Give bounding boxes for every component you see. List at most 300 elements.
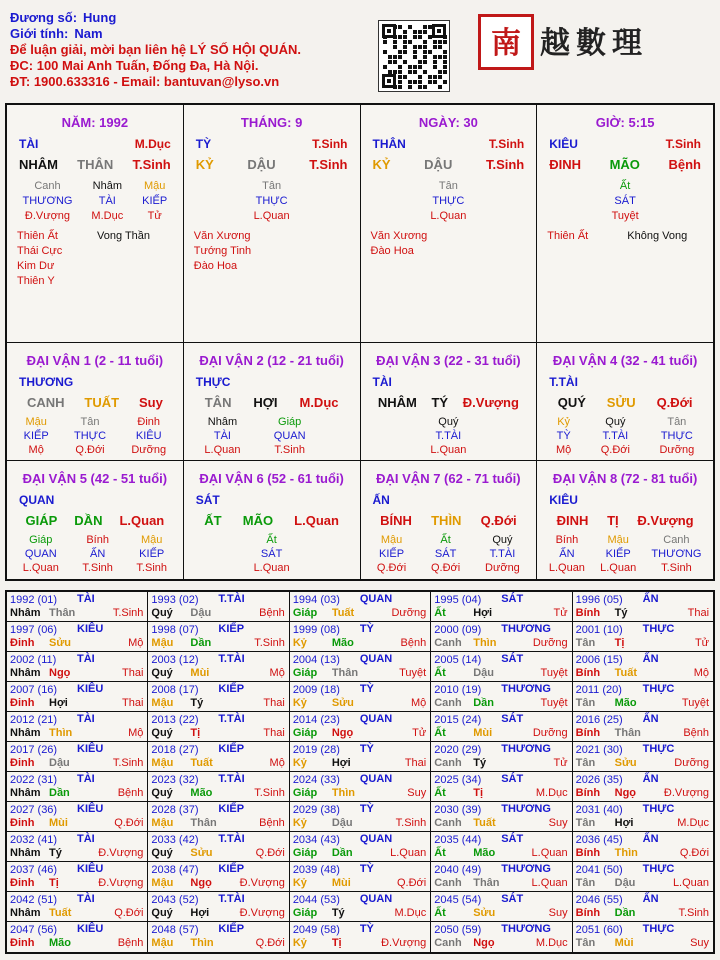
hidden-stem-value: Canh xyxy=(663,534,690,546)
year-stem: Tân xyxy=(575,877,596,889)
qr-module xyxy=(418,35,422,39)
year-branch: Tị xyxy=(614,637,625,649)
dai-van-main-line xyxy=(17,513,173,528)
year-star: TỲ xyxy=(359,863,374,875)
year-cell xyxy=(573,592,713,621)
year-cell xyxy=(7,892,148,921)
dai-van-main-value: MÃO xyxy=(242,513,274,528)
year-stem: Quý xyxy=(151,607,173,619)
year-branch: Tị xyxy=(190,727,201,739)
year-label: 2008 (17) xyxy=(151,684,199,696)
hidden-stem-value: Bính xyxy=(555,534,579,546)
qr-module xyxy=(428,80,432,84)
year-stage: Bệnh xyxy=(117,937,144,949)
year-label: 2036 (45) xyxy=(575,834,623,846)
year-branch: Thìn xyxy=(473,637,497,649)
qr-module xyxy=(388,60,392,64)
hidden-stem-column xyxy=(659,415,694,457)
year-label: 1992 (01) xyxy=(10,594,58,606)
hidden-stem-value: Tân xyxy=(262,180,282,192)
year-branch: Mùi xyxy=(190,667,210,679)
pillar-stars xyxy=(194,229,352,274)
year-stage: Thai xyxy=(263,727,285,739)
year-stage: L.Quan xyxy=(531,877,568,889)
year-star: ẤN xyxy=(642,893,659,905)
year-label: 2043 (52) xyxy=(151,894,199,906)
year-row xyxy=(7,862,713,892)
year-stem: Canh xyxy=(434,877,462,889)
qr-module xyxy=(423,55,427,59)
qr-module xyxy=(433,40,437,44)
qr-module xyxy=(423,70,427,74)
hidden-stem-value: THỰC xyxy=(255,195,288,207)
year-stem: Kỷ xyxy=(292,817,307,829)
year-branch: Thìn xyxy=(331,787,356,799)
year-label: 2014 (23) xyxy=(292,714,340,726)
year-label: 2025 (34) xyxy=(434,774,482,786)
dai-van-main-value: Q.Đới xyxy=(480,513,517,528)
year-label: 2031 (40) xyxy=(575,804,623,816)
pillar-top-value: T.Sinh xyxy=(665,137,701,151)
qr-module xyxy=(398,25,402,29)
year-stage: Đ.Vượng xyxy=(239,907,285,919)
hidden-stem-value: T.Sinh xyxy=(82,562,113,574)
year-label: 2018 (27) xyxy=(151,744,199,756)
year-label: 2011 (20) xyxy=(575,684,622,696)
hidden-stem-value: KIẾP xyxy=(142,195,168,207)
qr-module xyxy=(433,65,437,69)
year-stem: Kỷ xyxy=(292,637,307,649)
hidden-stem-value: Mộ xyxy=(555,444,572,456)
year-stage: Tuyệt xyxy=(540,697,568,709)
pillar-row xyxy=(7,105,713,343)
stars-left xyxy=(194,229,274,274)
qr-module xyxy=(443,60,447,64)
year-stem: Nhâm xyxy=(10,847,41,859)
dai-van-cell xyxy=(184,461,361,579)
year-label: 2015 (24) xyxy=(434,714,482,726)
dai-van-main-value: DẦN xyxy=(74,513,103,528)
qr-module xyxy=(443,80,447,84)
year-stage: Tuyệt xyxy=(681,697,710,709)
dai-van-cell xyxy=(361,343,538,461)
dai-van-title: ĐẠI VẬN 3 (22 - 31 tuổi) xyxy=(376,353,521,368)
dai-van-main-value: TÝ xyxy=(431,395,449,410)
hidden-stem-column xyxy=(651,533,701,575)
pillar-title: NGÀY: 30 xyxy=(418,115,478,130)
hidden-stem-value: Q.Đới xyxy=(376,562,407,574)
year-stage: M.Dục xyxy=(535,937,568,949)
year-branch: Dần xyxy=(331,847,353,859)
qr-module xyxy=(418,30,422,34)
hidden-stem-column xyxy=(82,533,113,575)
qr-module xyxy=(438,45,442,49)
year-label: 2020 (29) xyxy=(434,744,482,756)
year-cell xyxy=(148,892,289,921)
year-branch: Mùi xyxy=(49,817,68,829)
year-branch: Thìn xyxy=(614,847,638,859)
year-branch: Tuất xyxy=(614,667,638,679)
dai-van-main-value: L.Quan xyxy=(119,513,165,528)
dai-van-main-line xyxy=(194,513,350,528)
year-star: ẤN xyxy=(642,833,659,845)
year-stage: Bệnh xyxy=(683,727,710,739)
year-label: 2029 (38) xyxy=(292,804,340,816)
qr-module xyxy=(418,45,422,49)
year-stem: Ất xyxy=(434,607,446,619)
hidden-stem-column xyxy=(377,533,406,575)
year-stage: T.Sinh xyxy=(112,607,144,619)
qr-module xyxy=(438,75,442,79)
year-star: QUAN xyxy=(359,653,393,665)
pillar-main-value: NHÂM xyxy=(19,157,58,172)
hidden-stem-column xyxy=(136,533,167,575)
year-stem: Tân xyxy=(575,937,596,949)
year-branch: Dần xyxy=(614,907,636,919)
year-branch: Tị xyxy=(331,937,342,949)
year-label: 2027 (36) xyxy=(10,804,58,816)
year-branch: Dậu xyxy=(331,817,353,829)
qr-module xyxy=(443,70,447,74)
qr-module xyxy=(408,85,412,89)
year-stem: Tân xyxy=(575,757,596,769)
year-branch: Sửu xyxy=(473,907,496,919)
year-star: T.TÀI xyxy=(218,773,245,785)
dai-van-top: SÁT xyxy=(195,493,220,507)
year-stem: Tân xyxy=(575,817,596,829)
year-label: 2048 (57) xyxy=(151,924,199,936)
qr-module xyxy=(408,40,412,44)
year-cell xyxy=(290,862,431,891)
year-branch: Mùi xyxy=(331,877,351,889)
year-cell xyxy=(290,802,431,831)
year-label: 1997 (06) xyxy=(10,624,58,636)
year-star: T.TÀI xyxy=(218,893,245,905)
dai-van-cell xyxy=(361,461,538,579)
year-label: 2051 (60) xyxy=(575,924,623,936)
pillar-cell xyxy=(361,105,538,343)
year-branch: Ngọ xyxy=(331,727,354,739)
year-label: 2040 (49) xyxy=(434,864,482,876)
hidden-stem-value: KIẾP xyxy=(605,548,631,560)
year-cell xyxy=(431,592,572,621)
qr-module xyxy=(413,70,417,74)
pillar-hidden-stems xyxy=(367,179,531,224)
hidden-stem-value: Mậu xyxy=(141,534,163,546)
year-star: QUAN xyxy=(359,593,393,605)
year-label: 2002 (11) xyxy=(10,654,57,666)
year-star: T.TÀI xyxy=(218,833,245,845)
year-stage: Bệnh xyxy=(259,817,285,829)
qr-module xyxy=(428,75,432,79)
dai-van-main-value: TUẤT xyxy=(84,395,120,410)
hidden-stem-value: SÁT xyxy=(434,548,457,560)
dai-van-main-value: Đ.Vượng xyxy=(637,513,694,528)
qr-module xyxy=(393,60,397,64)
year-stage: Tử xyxy=(553,757,568,769)
year-label: 1996 (05) xyxy=(575,594,623,606)
hidden-stem-value: Mậu xyxy=(143,180,166,192)
pillar-main-value: MÃO xyxy=(609,157,640,172)
hidden-stem-value: L.Quan xyxy=(22,562,59,574)
hidden-stem-value: THƯƠNG xyxy=(22,195,73,207)
year-star: T.TÀI xyxy=(218,593,245,605)
year-star: THƯƠNG xyxy=(501,743,551,755)
year-branch: Ngọ xyxy=(614,787,637,799)
qr-module xyxy=(398,85,402,89)
qr-module xyxy=(423,85,427,89)
brand-logo: 越數理 xyxy=(540,26,648,61)
star-name: Đào Hoa xyxy=(370,245,414,257)
year-stem: Quý xyxy=(151,727,173,739)
year-stage: Mộ xyxy=(693,667,710,679)
dai-van-cell xyxy=(7,461,184,579)
year-branch: Thìn xyxy=(49,727,73,739)
stars-left xyxy=(371,229,451,259)
year-branch: Tý xyxy=(473,757,487,769)
hidden-stem-value: Tuyệt xyxy=(611,210,639,222)
annual-luck-table xyxy=(5,590,715,954)
year-stage: Tuyệt xyxy=(399,667,427,679)
year-stage: Dưỡng xyxy=(532,637,568,649)
year-branch: Dậu xyxy=(190,607,212,619)
year-stage: Đ.Vượng xyxy=(98,877,144,889)
hidden-stem-value: T.TÀI xyxy=(435,430,462,442)
qr-module xyxy=(398,35,402,39)
dai-van-cell xyxy=(537,461,713,579)
dai-van-row xyxy=(7,461,713,579)
hidden-stem-column xyxy=(131,415,166,457)
qr-module xyxy=(393,40,397,44)
year-label: 1993 (02) xyxy=(151,594,199,606)
qr-module xyxy=(443,40,447,44)
year-cell xyxy=(431,862,572,891)
hidden-stem-value: L.Quan xyxy=(253,562,290,574)
year-star: KIẾP xyxy=(218,623,245,635)
year-stage: Tử xyxy=(694,637,710,649)
year-stage: Dưỡng xyxy=(391,607,427,619)
year-label: 2042 (51) xyxy=(10,894,58,906)
qr-module xyxy=(408,25,412,29)
pillar-top-value: THÂN xyxy=(372,137,406,151)
stars-right xyxy=(451,229,529,259)
qr-module xyxy=(423,50,427,54)
year-label: 2021 (30) xyxy=(575,744,623,756)
year-stem: Kỷ xyxy=(292,877,307,889)
year-row xyxy=(7,622,713,652)
qr-module xyxy=(418,85,422,89)
year-branch: Hợi xyxy=(331,757,351,769)
hidden-stem-column xyxy=(549,533,585,575)
star-name: Kim Dư xyxy=(17,260,55,272)
year-stem: Ất xyxy=(434,727,446,739)
year-stem: Ất xyxy=(434,787,446,799)
dai-van-title: ĐẠI VẬN 7 (62 - 71 tuổi) xyxy=(376,471,521,486)
pillar-main-value: T.Sinh xyxy=(309,157,348,172)
year-cell xyxy=(431,742,572,771)
year-row xyxy=(7,742,713,772)
year-branch: Ngọ xyxy=(49,667,71,679)
year-cell xyxy=(148,832,289,861)
year-cell xyxy=(7,862,148,891)
pillar-top-value: T.Sinh xyxy=(488,137,525,151)
hidden-stem-value: Ất xyxy=(619,180,631,192)
address-line: ĐC: 100 Mai Anh Tuấn, Đống Đa, Hà Nội. xyxy=(10,58,259,73)
year-cell xyxy=(431,712,572,741)
year-cell xyxy=(7,802,148,831)
qr-finder xyxy=(382,24,396,38)
dai-van-top: KIÊU xyxy=(549,493,578,507)
year-cell xyxy=(7,652,148,681)
hidden-stem-value: Tử xyxy=(147,210,162,222)
year-branch: Hợi xyxy=(190,907,210,919)
number-line xyxy=(10,10,340,26)
year-cell xyxy=(573,802,713,831)
qr-module xyxy=(423,30,427,34)
dai-van-title: ĐẠI VẬN 5 (42 - 51 tuổi) xyxy=(22,471,168,486)
hidden-stem-value: ẤN xyxy=(89,548,106,560)
qr-module xyxy=(403,60,407,64)
year-branch: Tý xyxy=(614,607,628,619)
qr-code[interactable] xyxy=(378,20,450,92)
hidden-stem-value: T.Sinh xyxy=(136,562,167,574)
dai-van-top: ẤN xyxy=(372,493,390,507)
year-branch: Hợi xyxy=(473,607,493,619)
pillar-stars xyxy=(547,229,705,244)
year-stage: M.Dục xyxy=(677,817,710,829)
stars-left xyxy=(547,229,627,244)
pillar-main-value: KỶ xyxy=(195,157,214,172)
year-stage: Thai xyxy=(687,607,710,619)
year-cell xyxy=(431,922,572,952)
year-stage: Dưỡng xyxy=(674,757,710,769)
year-star: KIÊU xyxy=(77,803,104,815)
year-stem: Tân xyxy=(575,637,596,649)
year-stage: Mộ xyxy=(128,727,144,739)
year-label: 2016 (25) xyxy=(575,714,623,726)
dai-van-main-line xyxy=(547,513,703,528)
year-stage: Tử xyxy=(412,727,427,739)
year-stage: T.Sinh xyxy=(395,817,427,829)
dai-van-main-value: M.Dục xyxy=(299,395,339,410)
year-label: 2023 (32) xyxy=(151,774,199,786)
year-branch: Ngọ xyxy=(473,937,495,949)
pillar-top-value: M.Dục xyxy=(134,137,171,151)
year-branch: Dần xyxy=(49,787,70,799)
phone-line[interactable]: ĐT: 1900.633316 - Email: bantuvan@lyso.vn xyxy=(10,74,280,89)
hidden-stem-column xyxy=(612,179,639,224)
year-star: QUAN xyxy=(359,893,393,905)
year-cell xyxy=(290,622,431,651)
year-cell xyxy=(7,772,148,801)
qr-finder-center xyxy=(387,29,391,33)
year-cell xyxy=(290,712,431,741)
hidden-stem-value: Q.Đới xyxy=(430,562,461,574)
hidden-stem-value: KIẾP xyxy=(23,430,49,442)
year-stem: Canh xyxy=(434,757,462,769)
year-stem: Đinh xyxy=(10,637,35,649)
star-name: Thiên Ất xyxy=(547,230,589,242)
year-row xyxy=(7,802,713,832)
year-star: KIÊU xyxy=(77,623,104,635)
year-star: THỰC xyxy=(642,803,675,815)
qr-module xyxy=(413,50,417,54)
year-cell xyxy=(148,622,289,651)
hidden-stem-value: Tân xyxy=(80,416,100,428)
year-branch: Sửu xyxy=(49,637,72,649)
hidden-stem-value: T.TÀI xyxy=(489,548,516,560)
dai-van-main-value: NHÂM xyxy=(377,395,417,410)
hidden-stem-value: Dưỡng xyxy=(659,444,695,456)
hidden-stem-value: KIẾP xyxy=(378,548,405,560)
year-stage: Tử xyxy=(553,607,568,619)
qr-module xyxy=(418,75,422,79)
pillar-title: NĂM: 1992 xyxy=(61,115,129,130)
year-stem: Mậu xyxy=(151,637,174,649)
year-label: 2001 (10) xyxy=(575,624,623,636)
hidden-stem-value: THỰC xyxy=(74,430,107,442)
year-stem: Giáp xyxy=(292,907,318,919)
qr-module xyxy=(423,60,427,64)
dai-van-main-line xyxy=(371,513,527,528)
year-star: ẤN xyxy=(642,713,659,725)
qr-module xyxy=(428,50,432,54)
qr-module xyxy=(393,55,397,59)
hidden-stem-column xyxy=(600,533,636,575)
year-stage: T.Sinh xyxy=(112,757,144,769)
year-stem: Mậu xyxy=(151,697,174,709)
year-cell xyxy=(431,832,572,861)
hidden-stem-column xyxy=(22,179,72,224)
year-star: ẤN xyxy=(642,593,659,605)
year-stage: T.Sinh xyxy=(678,907,710,919)
gender-label: Giới tính: xyxy=(10,26,69,41)
year-label: 2050 (59) xyxy=(434,924,482,936)
pillar-title: THÁNG: 9 xyxy=(240,115,303,130)
year-cell xyxy=(431,892,572,921)
dai-van-top: QUAN xyxy=(19,493,55,507)
year-cell xyxy=(431,682,572,711)
dai-van-hidden-stems xyxy=(188,415,356,457)
year-branch: Hợi xyxy=(614,817,634,829)
year-stage: Suy xyxy=(548,907,568,919)
year-row xyxy=(7,832,713,862)
year-branch: Thân xyxy=(614,727,641,739)
year-cell xyxy=(573,772,713,801)
pillar-stars xyxy=(17,229,175,289)
year-label: 2049 (58) xyxy=(292,924,340,936)
year-cell xyxy=(148,712,289,741)
pillar-main-line xyxy=(196,157,348,172)
hidden-stem-value: Nhâm xyxy=(92,180,122,192)
pillar-top-value: TỲ xyxy=(195,137,212,151)
year-branch: Thân xyxy=(190,817,217,829)
year-branch: Tý xyxy=(331,907,345,919)
hidden-stem-value: Mậu xyxy=(607,534,629,546)
hidden-stem-column xyxy=(485,533,520,575)
year-stem: Giáp xyxy=(292,847,318,859)
hidden-stem-column xyxy=(556,415,571,457)
dai-van-title: ĐẠI VẬN 8 (72 - 81 tuổi) xyxy=(552,471,698,486)
year-stage: Suy xyxy=(407,787,427,799)
hidden-stem-value: Dưỡng xyxy=(131,444,167,456)
year-label: 2046 (55) xyxy=(575,894,623,906)
qr-finder-center xyxy=(387,79,391,83)
year-star: TÀI xyxy=(77,833,95,845)
year-star: KIÊU xyxy=(77,863,104,875)
hidden-stem-value: M.Dục xyxy=(91,210,124,222)
hidden-stem-value: TỲ xyxy=(556,430,571,442)
